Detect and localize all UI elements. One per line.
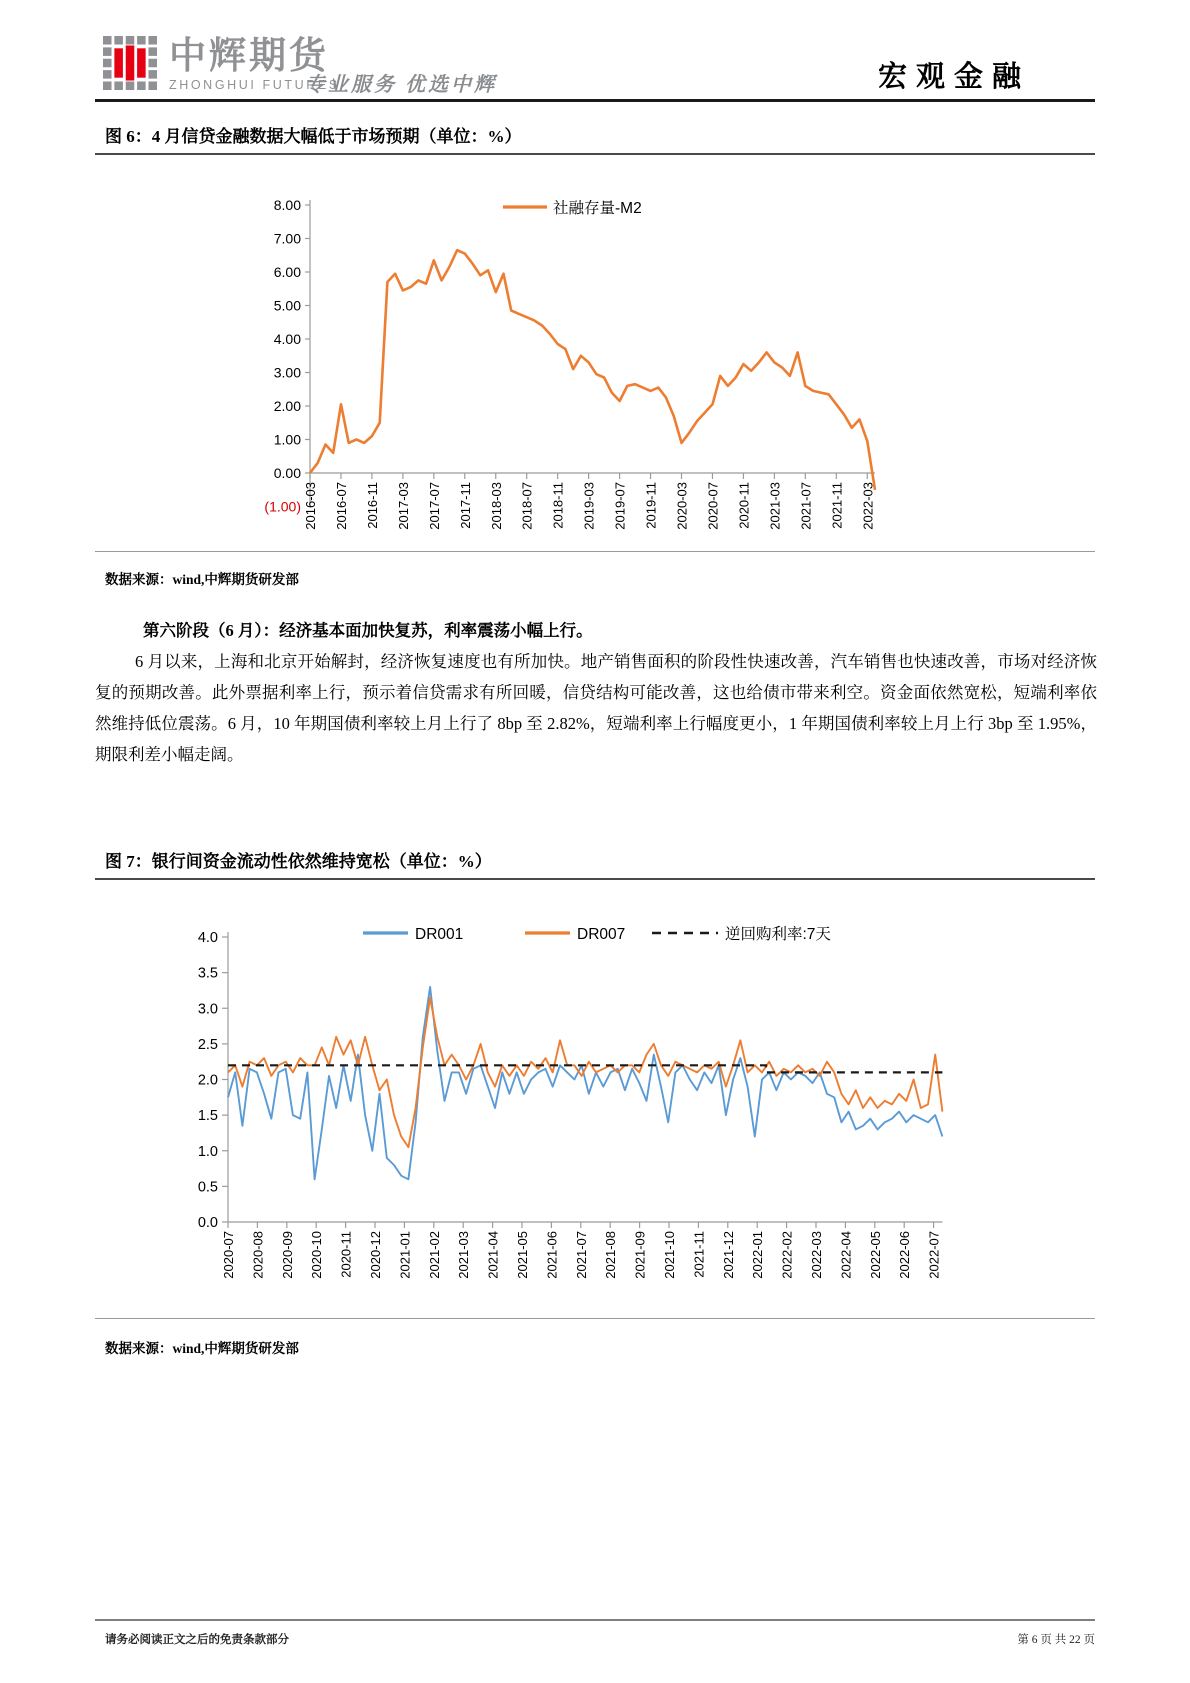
svg-text:1.0: 1.0 <box>197 1143 218 1160</box>
svg-text:2018-07: 2018-07 <box>519 482 535 530</box>
svg-text:2021-11: 2021-11 <box>691 1231 707 1278</box>
footer-divider <box>95 1619 1095 1621</box>
svg-text:2020-12: 2020-12 <box>368 1231 383 1279</box>
figure7-title: 图 7：银行间资金流动性依然维持宽松（单位：%） <box>105 852 492 871</box>
svg-text:2021-06: 2021-06 <box>544 1231 560 1279</box>
svg-text:6.00: 6.00 <box>273 264 301 280</box>
svg-text:2.5: 2.5 <box>197 1036 218 1053</box>
svg-text:2018-03: 2018-03 <box>488 482 504 530</box>
svg-text:2021-11: 2021-11 <box>829 482 845 529</box>
svg-text:2020-09: 2020-09 <box>279 1231 295 1279</box>
svg-text:3.5: 3.5 <box>197 965 218 982</box>
figure6-title-rule <box>95 153 1095 155</box>
svg-text:逆回购利率:7天: 逆回购利率:7天 <box>725 926 831 943</box>
svg-text:3.0: 3.0 <box>197 1001 218 1018</box>
svg-text:2020-07: 2020-07 <box>221 1231 236 1279</box>
svg-text:2022-03: 2022-03 <box>809 1231 824 1279</box>
svg-text:4.00: 4.00 <box>273 331 301 347</box>
header-divider <box>95 99 1095 102</box>
svg-text:2019-11: 2019-11 <box>643 482 659 529</box>
figure6-source: 数据来源：wind,中辉期货研发部 <box>105 572 299 587</box>
svg-text:1.5: 1.5 <box>197 1108 218 1125</box>
svg-text:2017-07: 2017-07 <box>426 482 442 530</box>
series-line-shrong <box>310 250 875 490</box>
svg-text:2020-10: 2020-10 <box>309 1231 325 1279</box>
svg-text:2020-07: 2020-07 <box>705 482 721 530</box>
svg-text:2019-03: 2019-03 <box>581 482 597 530</box>
figure6-title: 图 6：4 月信贷金融数据大幅低于市场预期（单位：%） <box>105 127 522 146</box>
figure7-bottom-rule <box>95 1318 1095 1319</box>
svg-text:2020-03: 2020-03 <box>674 482 690 530</box>
svg-text:7.00: 7.00 <box>273 230 301 247</box>
series-line-dr001 <box>228 987 942 1179</box>
svg-text:2022-03: 2022-03 <box>860 482 876 530</box>
svg-text:社融存量-M2: 社融存量-M2 <box>553 200 642 217</box>
svg-text:2021-12: 2021-12 <box>720 1231 736 1279</box>
svg-text:2022-07: 2022-07 <box>926 1231 942 1279</box>
svg-text:2020-11: 2020-11 <box>736 482 752 529</box>
svg-text:2020-08: 2020-08 <box>250 1231 266 1279</box>
svg-text:3.00: 3.00 <box>273 364 301 381</box>
svg-text:2021-04: 2021-04 <box>485 1231 501 1279</box>
svg-text:2022-01: 2022-01 <box>750 1231 766 1279</box>
svg-text:2021-08: 2021-08 <box>603 1231 619 1279</box>
svg-text:2022-02: 2022-02 <box>779 1231 795 1279</box>
logo-title: 中辉期货 <box>169 35 329 76</box>
svg-text:(1.00): (1.00) <box>264 498 301 515</box>
svg-text:2021-01: 2021-01 <box>397 1231 413 1279</box>
svg-text:2021-10: 2021-10 <box>662 1231 677 1279</box>
svg-text:2017-11: 2017-11 <box>457 482 473 529</box>
svg-text:2021-07: 2021-07 <box>798 482 814 530</box>
svg-text:5.00: 5.00 <box>273 297 301 314</box>
svg-text:2.00: 2.00 <box>273 398 301 414</box>
footer-disclaimer: 请务必阅读正文之后的免责条款部分 <box>105 1634 289 1646</box>
svg-text:2022-05: 2022-05 <box>867 1231 883 1279</box>
figure7-chart <box>158 883 1018 1308</box>
svg-text:2022-04: 2022-04 <box>838 1231 854 1279</box>
figure7-source: 数据来源：wind,中辉期货研发部 <box>105 1341 299 1356</box>
svg-text:2021-02: 2021-02 <box>426 1231 442 1279</box>
svg-text:2017-03: 2017-03 <box>395 482 411 530</box>
svg-text:2021-05: 2021-05 <box>515 1231 530 1279</box>
svg-text:DR007: DR007 <box>577 926 626 943</box>
stage-heading: 第六阶段（6 月）：经济基本面加快复苏，利率震荡小幅上行。 <box>143 621 593 640</box>
figure7-title-rule <box>95 878 1095 880</box>
svg-text:DR001: DR001 <box>415 926 464 943</box>
logo-tagline: 专业服务 优选中辉 <box>305 74 497 96</box>
svg-text:8.00: 8.00 <box>273 197 301 213</box>
svg-text:0.5: 0.5 <box>197 1179 218 1196</box>
svg-text:4.0: 4.0 <box>197 930 218 946</box>
svg-text:1.00: 1.00 <box>273 431 301 448</box>
logo-subtitle: ZHONGHUI FUTURES <box>169 78 340 92</box>
svg-text:0.00: 0.00 <box>273 465 301 481</box>
svg-text:2021-03: 2021-03 <box>456 1231 472 1279</box>
svg-text:2021-09: 2021-09 <box>632 1231 648 1279</box>
svg-text:2021-07: 2021-07 <box>573 1231 589 1279</box>
svg-text:2019-07: 2019-07 <box>612 482 628 530</box>
logo-icon <box>103 36 157 90</box>
svg-text:2022-06: 2022-06 <box>897 1231 913 1279</box>
svg-text:2016-11: 2016-11 <box>364 482 380 529</box>
svg-text:2018-11: 2018-11 <box>550 482 566 529</box>
figure6-chart <box>230 162 930 547</box>
svg-text:0.0: 0.0 <box>197 1215 218 1231</box>
body-paragraph: 6 月以来，上海和北京开始解封，经济恢复速度也有所加快。地产销售面积的阶段性快速改善，汽车销售也快速改善，市场对经济恢复的预期改善。此外票据利率上行，预示着信贷需求有所回暖，信贷结构可能改善，这也给债市带来利空。资金面依然宽松，短端利率依然维持低位震荡。6 月，10 年期国债利率较上月上行了 8bp 至 2.82%，短端利率上行幅度更小，1 年期国债利率较上月上行 3bp 至 1.95%，期限利差小幅走阔。 <box>95 652 1097 764</box>
report-section-label: 宏观金融 <box>878 61 1031 93</box>
svg-text:2020-11: 2020-11 <box>338 1231 354 1278</box>
footer-page-number: 第 6 页 共 22 页 <box>1017 1634 1095 1646</box>
svg-text:2016-07: 2016-07 <box>333 482 349 530</box>
series-line-dr007 <box>228 998 942 1148</box>
svg-text:2021-03: 2021-03 <box>767 482 783 530</box>
svg-text:2.0: 2.0 <box>197 1072 218 1089</box>
figure6-bottom-rule <box>95 551 1095 552</box>
svg-text:2016-03: 2016-03 <box>303 482 318 530</box>
